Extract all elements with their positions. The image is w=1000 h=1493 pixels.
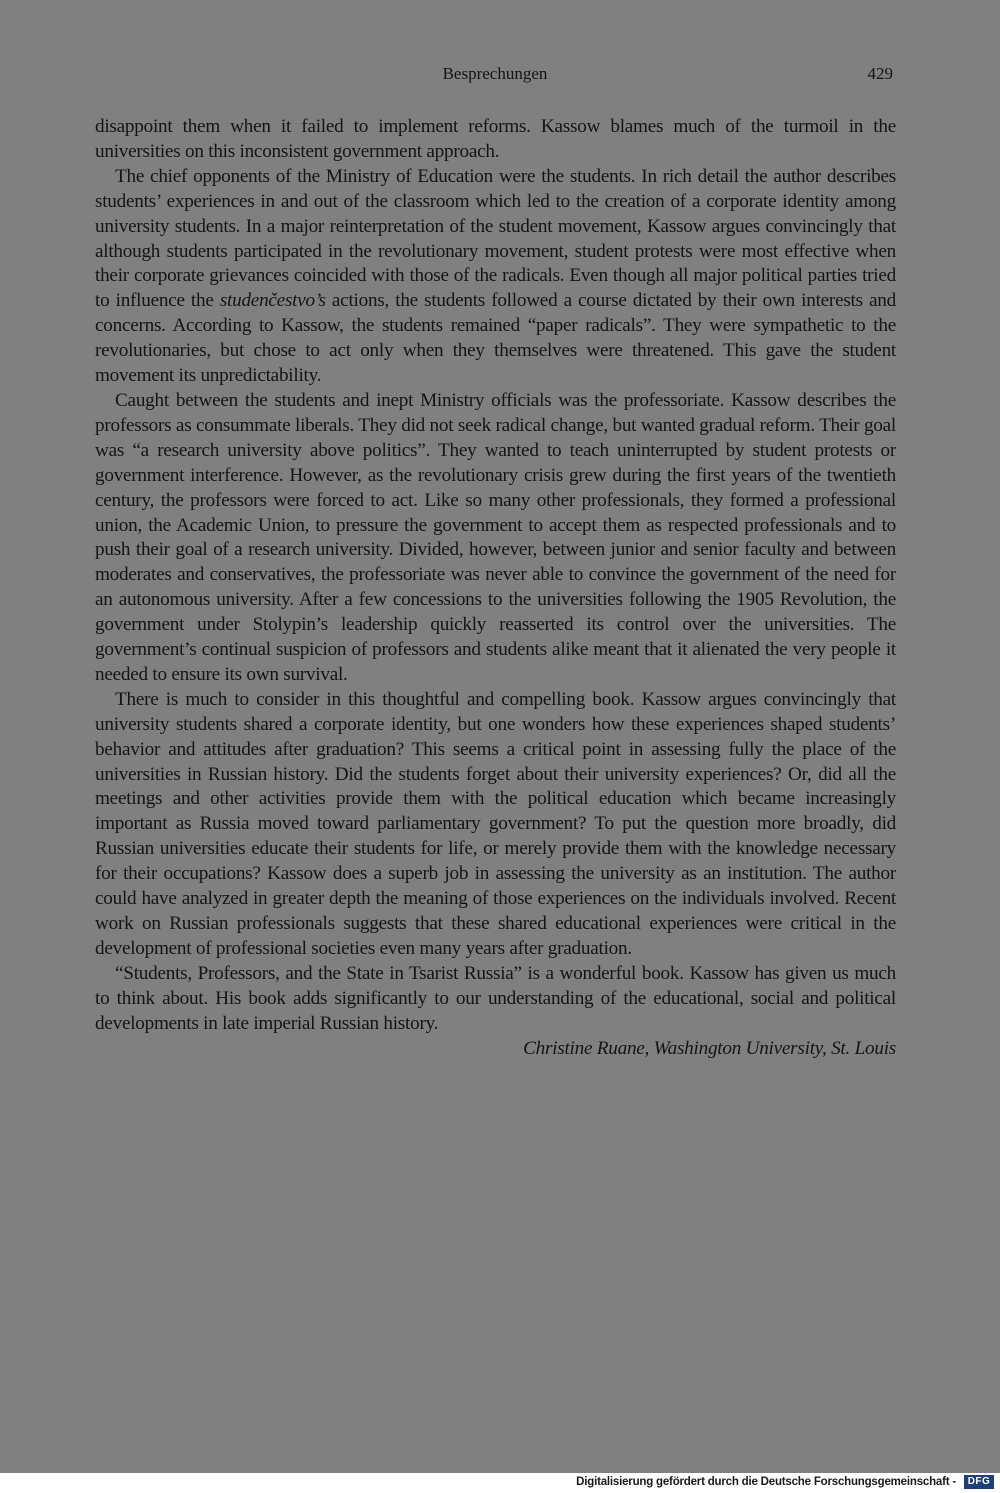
- running-header: [0, 64, 1000, 88]
- paragraph-4: There is much to consider in this thoughtful and compelling book. Kassow argues convincingly that university students shared a corporate identity, but one wonders how these experiences shaped students’ behavior and attitudes after graduation? This seems a critical point in assessing fully the place of the universities in Russian history. Did the students forget about their university experiences? Or, did all the meetings and other activities provide them with the political education which became increasingly important as Russia moved toward parliamentary government? To put the question more broadly, did Russian universities educate their students for life, or merely provide them with the knowledge necessary for their occupations? Kassow does a superb job in assessing the university as an institution. The author could have analyzed in greater depth the meaning of those experiences on the individuals involved. Recent work on Russian professionals suggests that these shared educational experiences were critical in the development of professional societies even many years after graduation.: [95, 688, 896, 959]
- reviewer-signature: Christine Ruane, Washington University, St. Louis: [523, 1037, 896, 1059]
- page-number: 429: [867, 64, 893, 83]
- paragraph-2-text-a: The chief opponents of the Ministry of Education were the students. In rich detail the author describes students’ experiences in and out of the classroom which led to the creation of a corporate identity among university students. In a major reinterpretation of the student movement, Kassow argues convincingly that although students participated in the revolutionary movement, student protests were most effective when their corporate grievances coincided with those of the radicals. Even though all major political parties tried to influence the: [95, 165, 896, 312]
- paragraph-5: “Students, Professors, and the State in Tsarist Russia” is a wonderful book. Kassow has given us much to think about. His book adds significantly to our understanding of the educational, social and political developments in late imperial Russian history.: [95, 962, 896, 1034]
- digitization-footer: [0, 1473, 1000, 1493]
- dfg-logo-icon: DFG: [964, 1475, 994, 1489]
- paragraph-2-text-b: actions, the students followed a course dictated by their own interests and concerns. According to Kassow, the students remained “paper radicals”. They were sympathetic to the revolutionaries, but chose to act only when they themselves were threatened. This gave the student movement its unpredictability.: [95, 290, 896, 387]
- italic-term: studenčestvo’s: [219, 290, 326, 312]
- running-title: Besprechungen: [442, 64, 548, 83]
- funding-credit: Digitalisierung gefördert durch die Deutsche Forschungsgemeinschaft -: [576, 1476, 956, 1488]
- paragraph-1: disappoint them when it failed to implement reforms. Kassow blames much of the turmoil in the universities on this inconsistent government approach.: [95, 116, 896, 162]
- paragraph-3: Caught between the students and inept Ministry officials was the professoriate. Kassow describes the professors as consummate liberals. They did not seek radical change, but wanted gradual reform. Their goal was “a research university above politics”. They wanted to teach uninterrupted by student protests or government interference. However, as the revolutionary crisis grew during the first years of the twentieth century, the professors were forced to act. Like so many other professionals, they formed a professional union, the Academic Union, to pressure the government to accept them as respected professionals and to push their goal of a research university. Divided, however, between junior and senior faculty and between moderates and conservatives, the professoriate was never able to convince the government of the need for an autonomous university. After a few concessions to the universities following the 1905 Revolution, the government under Stolypin’s leadership quickly reasserted its control over the universities. The government’s continual suspicion of professors and students alike meant that it alienated the very people it needed to ensure its own survival.: [95, 389, 896, 685]
- paragraph-2: [95, 165, 896, 389]
- review-body: [95, 115, 896, 1061]
